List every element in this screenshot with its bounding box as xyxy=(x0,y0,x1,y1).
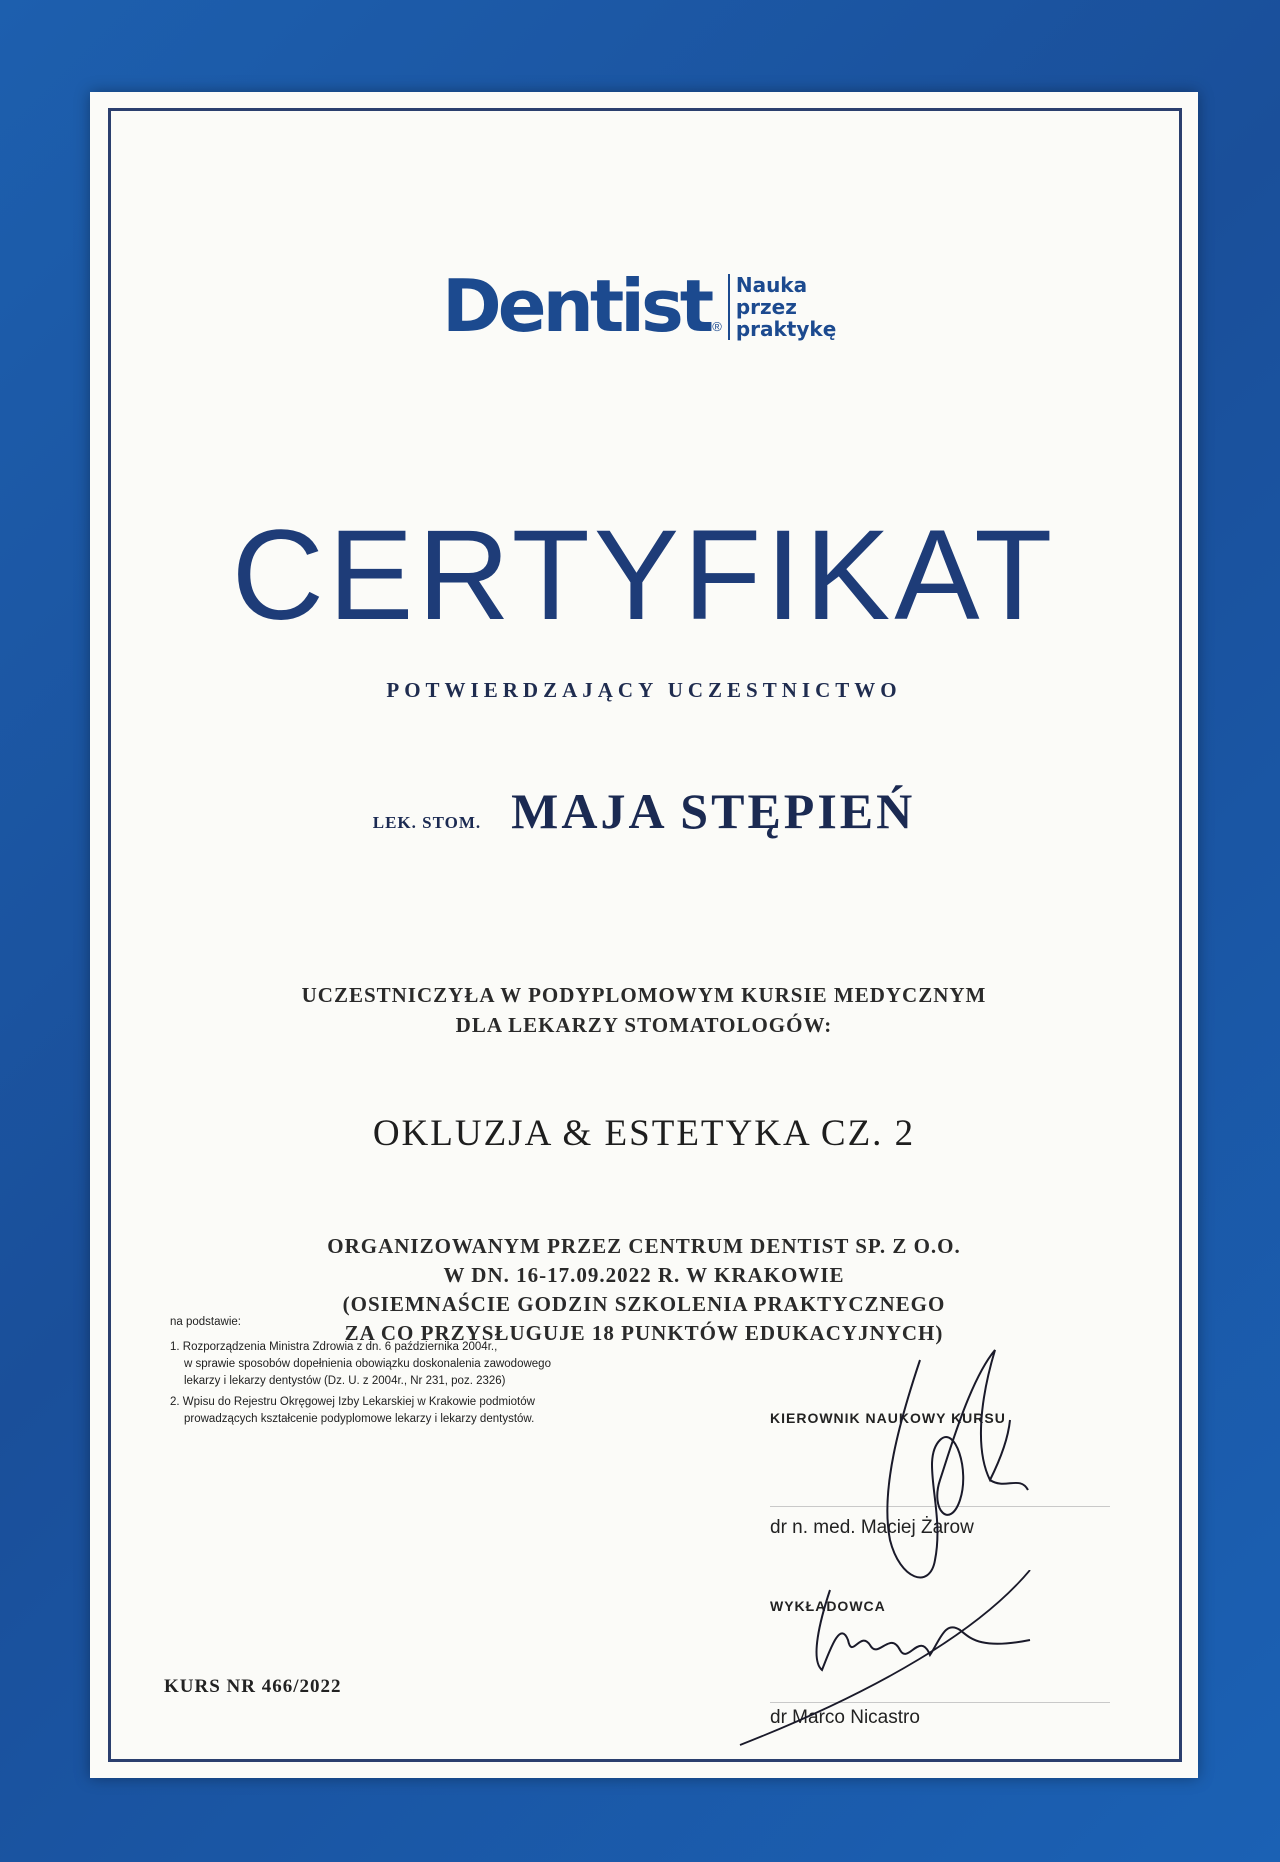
logo-registered-mark: ® xyxy=(712,319,722,334)
lecturer-role: WYKŁADOWCA xyxy=(770,1598,886,1614)
legal-item-line: lekarzy i lekarzy dentystów (Dz. U. z 2004r., Nr 231, poz. 2326) xyxy=(184,1375,506,1387)
legal-item-line: w sprawie sposobów dopełnienia obowiązku doskonalenia zawodowego xyxy=(184,1358,551,1370)
director-role: KIEROWNIK NAUKOWY KURSU xyxy=(770,1410,1006,1426)
organizer-line: ZA CO PRZYSŁUGUJE 18 PUNKTÓW EDUKACYJNYCH) xyxy=(344,1321,944,1345)
director-signature-block xyxy=(770,1410,1110,1539)
organizer-line: (OSIEMNAŚCIE GODZIN SZKOLENIA PRAKTYCZNEGO xyxy=(342,1292,946,1316)
recipient-name: MAJA STĘPIEŃ xyxy=(511,783,916,839)
logo-tagline-line: praktykę xyxy=(735,317,837,341)
legal-item-line: prowadzących kształcenie podyplomowe lekarzy i lekarzy dentystów. xyxy=(184,1413,535,1425)
signature-line xyxy=(770,1506,1110,1507)
legal-item-line: 1. Rozporządzenia Ministra Zdrowia z dn. 6 października 2004r., xyxy=(170,1341,498,1353)
lecturer-name: dr Marco Nicastro xyxy=(770,1707,920,1728)
logo-tagline xyxy=(728,274,836,340)
logo-tagline-line: Nauka xyxy=(735,273,808,297)
organizer-line: ORGANIZOWANYM PRZEZ CENTRUM DENTIST SP. Z O.O. xyxy=(327,1234,961,1258)
organizer-line: W DN. 16-17.09.2022 R. W KRAKOWIE xyxy=(443,1263,845,1287)
participation-statement xyxy=(90,980,1198,1040)
course-name: OKLUZJA & ESTETYKA CZ. 2 xyxy=(372,1113,916,1154)
recipient-row xyxy=(90,782,1198,840)
director-name: dr n. med. Maciej Żarow xyxy=(770,1517,974,1538)
recipient-title: LEK. STOM. xyxy=(372,813,482,832)
signature-line xyxy=(770,1702,1110,1703)
legal-intro: na podstawie: xyxy=(170,1316,241,1328)
logo-tagline-line: przez xyxy=(735,295,797,319)
legal-basis xyxy=(170,1314,690,1428)
dentist-logo xyxy=(442,242,837,348)
participation-line: DLA LEKARZY STOMATOLOGÓW: xyxy=(455,1013,833,1037)
certificate-title: CERTYFIKAT xyxy=(231,504,1057,647)
certificate-subtitle: POTWIERDZAJĄCY UCZESTNICTWO xyxy=(386,678,902,702)
course-number: KURS NR 466/2022 xyxy=(164,1676,342,1697)
legal-item-line: 2. Wpisu do Rejestru Okręgowej Izby Lekarskiej w Krakowie podmiotów xyxy=(170,1396,535,1408)
participation-line: UCZESTNICZYŁA W PODYPLOMOWYM KURSIE MEDYCZNYM xyxy=(301,983,987,1007)
logo-brand: Dentist xyxy=(442,264,711,348)
lecturer-signature-block xyxy=(770,1598,1110,1729)
